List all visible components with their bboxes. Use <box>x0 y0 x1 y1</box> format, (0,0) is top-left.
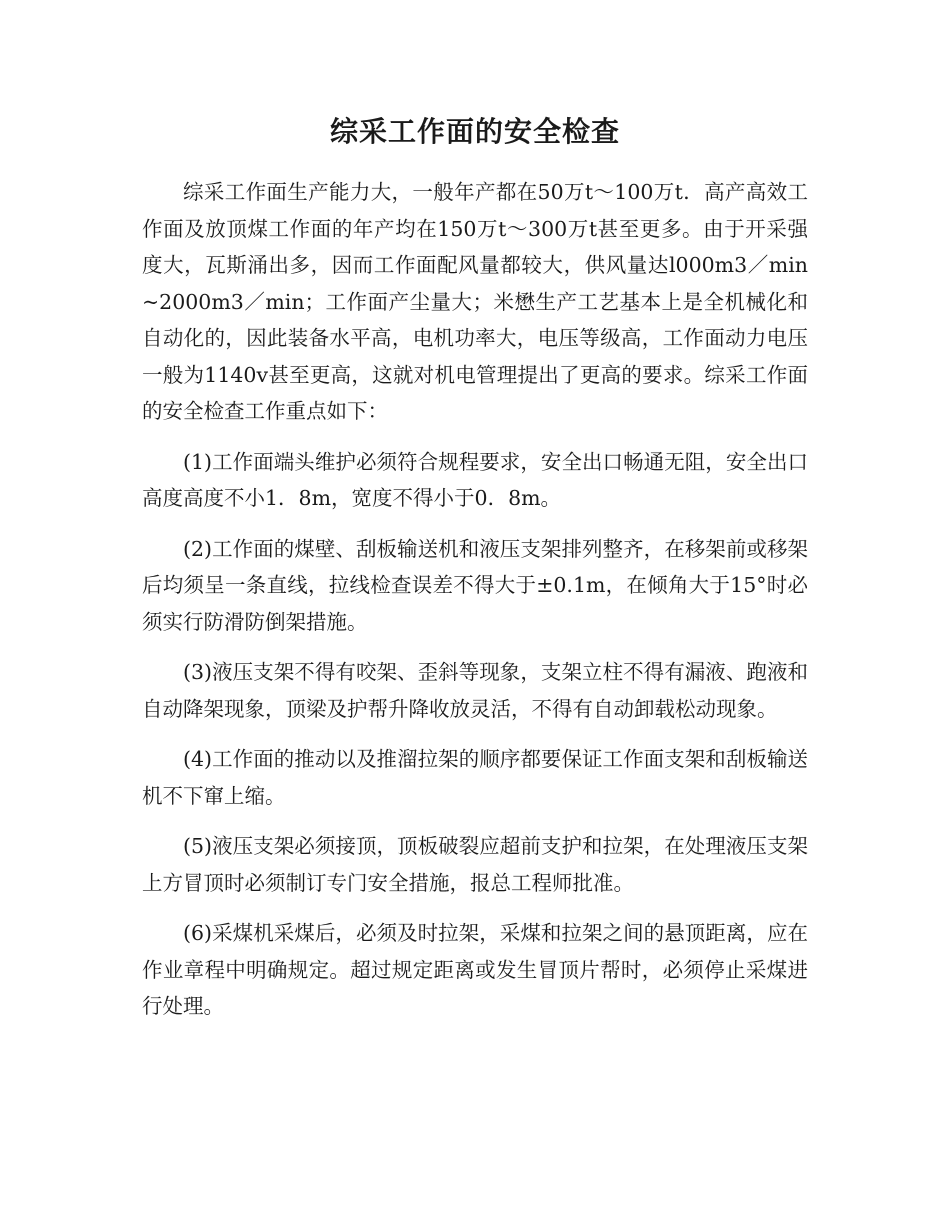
paragraph-item-4: (4)工作面的推动以及推溜拉架的顺序都要保证工作面支架和刮板输送机不下窜上缩。 <box>142 747 808 808</box>
paragraph-item-6: (6)采煤机采煤后，必须及时拉架，采煤和拉架之间的悬顶距离，应在作业章程中明确规定。超过规定距离或发生冒顶片帮时，必须停止采煤进行处理。 <box>142 921 808 1018</box>
document-page <box>142 112 808 1039</box>
paragraph-item-1: (1)工作面端头维护必须符合规程要求，安全出口畅通无阻，安全出口高度高度不小1．8m，宽度不得小于0．8m。 <box>142 449 808 510</box>
paragraph-item-3: (3)液压支架不得有咬架、歪斜等现象，支架立柱不得有漏液、跑液和自动降架现象，顶梁及护帮升降收放灵活，不得有自动卸载松动现象。 <box>142 660 808 721</box>
document-title: 综采工作面的安全检查 <box>329 115 620 148</box>
paragraph-intro: 综采工作面生产能力大，一般年产都在50万t～100万t．高产高效工作面及放顶煤工作面的年产均在150万t～300万t甚至更多。由于开采强度大，瓦斯涌出多，因而工作面配风量都较大，供风量达l000m3／min~2000m3／min；工作面产尘量大；米懋生产工艺基本上是全机械化和自动化的，因此装备水平高，电机功率大，电压等级高，工作面动力电压一般为1140v甚至更高，这就对机电管理提出了更高的要求。综采工作面的安全检查工作重点如下： <box>142 180 808 423</box>
paragraph-item-2: (2)工作面的煤壁、刮板输送机和液压支架排列整齐，在移架前或移架后均须呈一条直线，拉线检查误差不得大于±0.1m，在倾角大于15°时必须实行防滑防倒架措施。 <box>142 536 808 634</box>
paragraph-item-5: (5)液压支架必须接顶，顶板破裂应超前支护和拉架，在处理液压支架上方冒顶时必须制订专门安全措施，报总工程师批准。 <box>142 834 808 895</box>
